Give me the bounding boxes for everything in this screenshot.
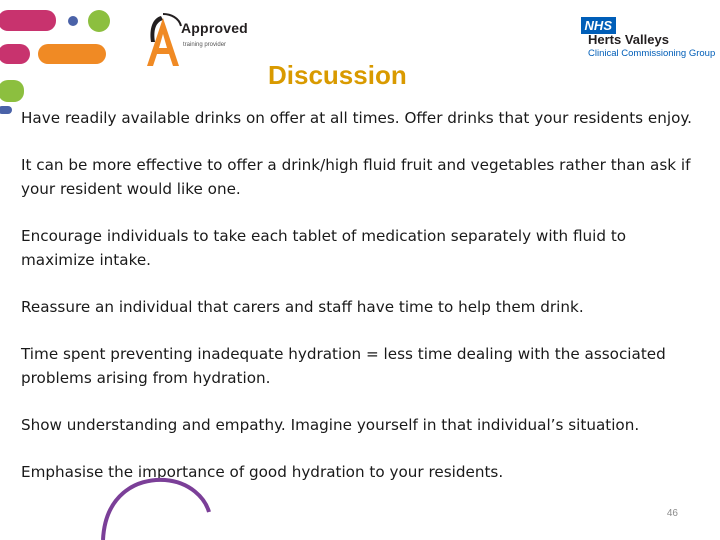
paragraph: Encourage individuals to take each tablet of medication separately with fluid to maximize intake.: [21, 227, 627, 269]
pink-pill-shape: [0, 10, 56, 31]
green-pill-shape: [0, 80, 24, 102]
paragraph: Have readily available drinks on offer at all times. Offer drinks that your residents enjoy.: [21, 109, 693, 127]
pink-pill-shape: [0, 44, 30, 64]
nhs-logo: [574, 15, 716, 67]
approved-logo-text: Approved: [181, 20, 248, 36]
paragraph: Emphasise the importance of good hydration to your residents.: [21, 463, 504, 481]
blue-pill-shape: [0, 106, 12, 114]
approved-a-mark-icon: [143, 8, 187, 68]
paragraph: Show understanding and empathy. Imagine yourself in that individual’s situation.: [21, 416, 640, 434]
nhs-org-subtitle: Clinical Commissioning Group: [588, 48, 716, 59]
nhs-badge: NHS: [581, 17, 616, 34]
page-number: 46: [666, 508, 678, 519]
decorative-curve-shape: [95, 476, 215, 540]
green-dot-shape: [88, 10, 110, 32]
paragraph: Time spent preventing inadequate hydration = less time dealing with the associated problems arising from hydration.: [21, 345, 666, 387]
paragraph: It can be more effective to offer a drink/high fluid fruit and vegetables rather than ask if your resident would like one.: [21, 156, 691, 198]
orange-pill-shape: [38, 44, 106, 64]
blue-dot-shape: [68, 16, 78, 26]
approved-logo: [143, 8, 263, 68]
page-title: Discussion: [268, 60, 407, 90]
approved-logo-subtext: training provider: [183, 42, 227, 48]
nhs-org-name: Herts Valleys: [588, 32, 669, 47]
discussion-points: [21, 106, 701, 507]
paragraph: Reassure an individual that carers and staff have time to help them drink.: [21, 298, 584, 316]
